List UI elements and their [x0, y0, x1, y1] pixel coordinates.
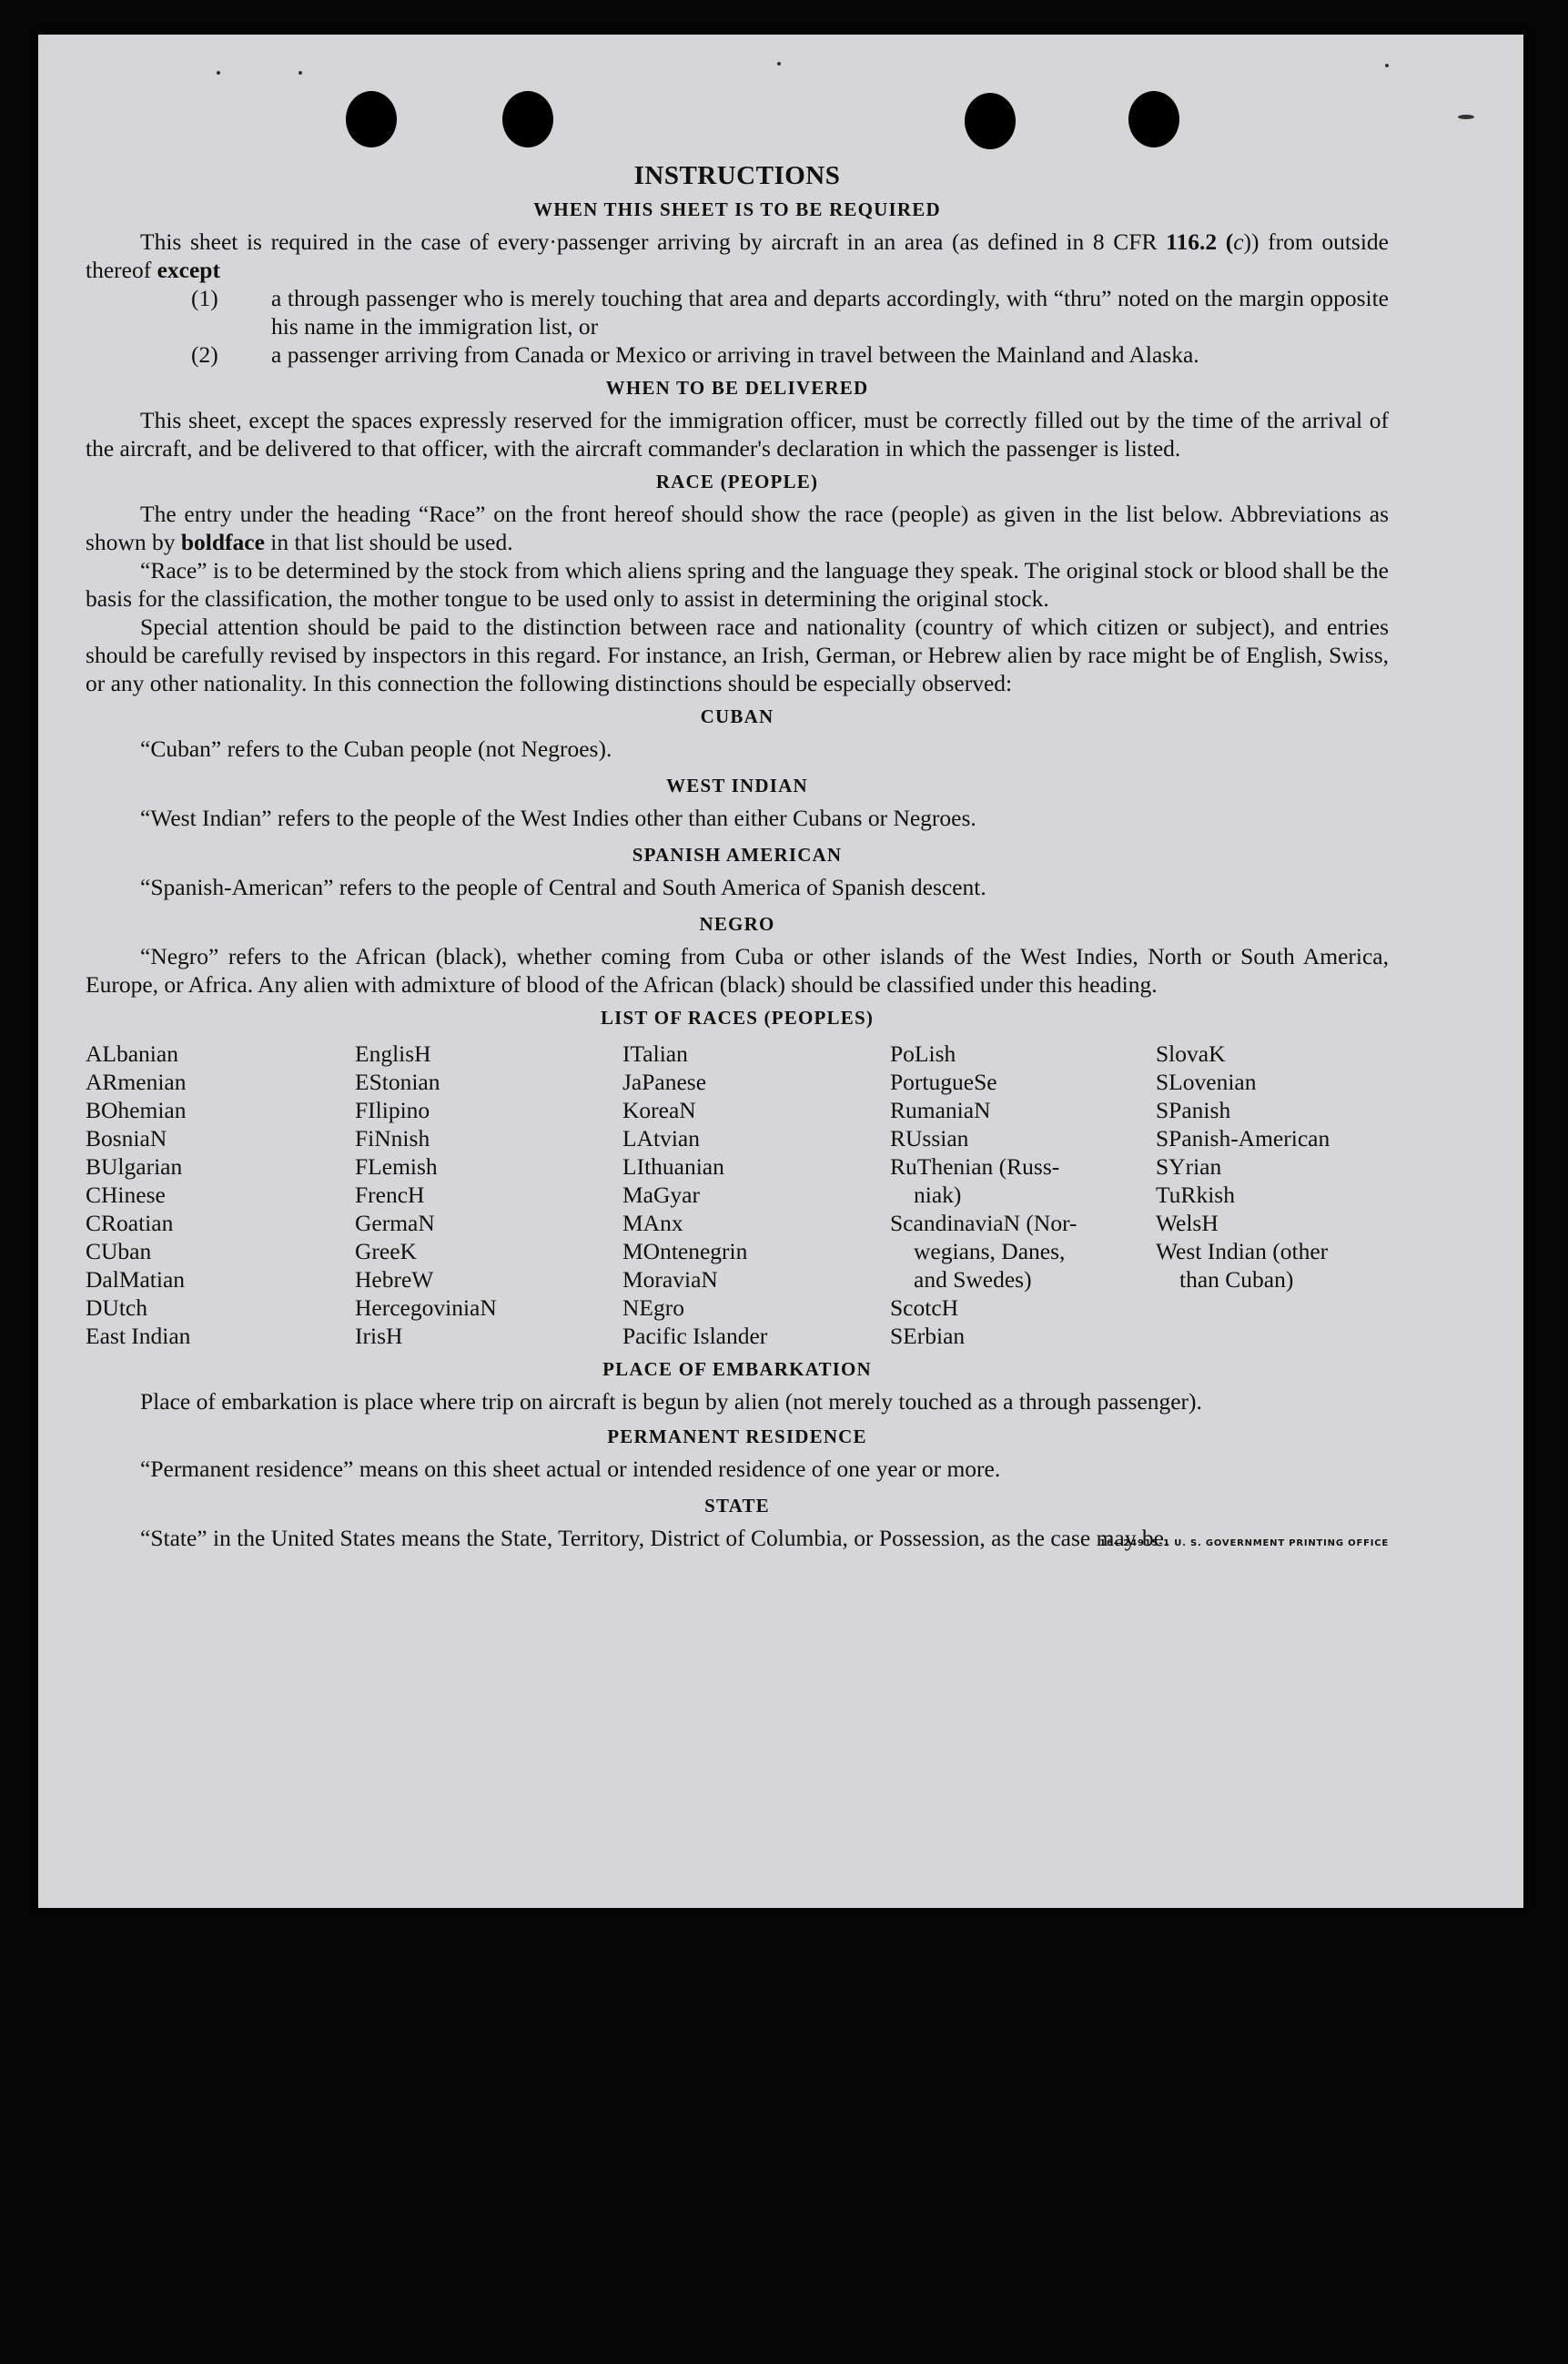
race-item: TuRkish	[1156, 1182, 1235, 1208]
printer-imprint: 16—24915-1 U. S. GOVERNMENT PRINTING OFFICE	[1099, 1538, 1389, 1548]
page-title: INSTRUCTIONS	[633, 161, 841, 190]
race-item: SYrian	[1156, 1153, 1222, 1180]
race-item: FIlipino	[355, 1097, 430, 1123]
race-item: JaPanese	[622, 1069, 707, 1095]
race-item: SlovaK	[1156, 1040, 1226, 1067]
race-item: ARmenian	[86, 1069, 187, 1095]
race-item: East Indian	[86, 1323, 191, 1349]
race-item: CUban	[86, 1238, 152, 1264]
race-item: ALbanian	[86, 1040, 178, 1067]
race-item: LAtvian	[622, 1125, 700, 1152]
paragraph: Special attention should be paid to the distinction between race and nationality (country of which citizen or subject), and entries should be carefully revised by inspectors in this regard. For instance, an Irish, German, or Hebrew alien by race might be of English, Swiss, or any other nationality. In this connection the following distinctions should be especially observed:	[86, 614, 1389, 696]
race-list	[86, 1040, 1389, 1350]
state-block	[86, 1524, 1389, 1552]
race-item: MOntenegrin	[622, 1238, 748, 1264]
race-item: MAnx	[622, 1210, 683, 1236]
race-item: LIthuanian	[622, 1153, 724, 1180]
list-item: (1) a through passenger who is merely touching that area and departs accordingly, with “thru” noted on the margin opposite his name in the immigration list, or	[191, 285, 1389, 340]
race-item: CHinese	[86, 1182, 166, 1208]
section-heading: WHEN THIS SHEET IS TO BE REQUIRED	[533, 198, 941, 220]
race-item: ScotcH	[890, 1294, 959, 1321]
speck	[298, 71, 302, 75]
race-column	[1156, 1040, 1389, 1350]
punch-hole	[502, 91, 553, 147]
race-item: RUssian	[890, 1125, 969, 1152]
section-heading: STATE	[704, 1495, 770, 1517]
race-item: BUlgarian	[86, 1153, 183, 1180]
section-heading: WEST INDIAN	[666, 775, 808, 796]
race-item: West Indian (other	[1156, 1238, 1329, 1264]
speck	[777, 62, 781, 66]
race-column	[890, 1040, 1156, 1350]
race-item: FrencH	[355, 1182, 425, 1208]
paragraph: “Permanent residence” means on this sheet actual or intended residence of one year or more.	[140, 1456, 1001, 1482]
race-item: SLovenian	[1156, 1069, 1257, 1095]
section-heading: NEGRO	[699, 913, 775, 935]
race-item: BosniaN	[86, 1125, 167, 1152]
race-column	[622, 1040, 890, 1350]
list-item: (2) a passenger arriving from Canada or Mexico or arriving in travel between the Mainland and Alaska.	[191, 341, 1199, 368]
punch-hole	[346, 91, 397, 147]
race-item: IrisH	[355, 1323, 403, 1349]
paragraph: “Cuban” refers to the Cuban people (not Negroes).	[140, 736, 612, 762]
instructions-content	[86, 162, 1389, 1552]
race-item: DUtch	[86, 1294, 147, 1321]
race-item: GermaN	[355, 1210, 435, 1236]
paragraph: “Negro” refers to the African (black), whether coming from Cuba or other islands of the West Indies, North or South America, Europe, or Africa. Any alien with admixture of blood of the African (black) should be classified under this heading.	[86, 943, 1389, 998]
race-item: WelsH	[1156, 1210, 1219, 1236]
race-item: RumaniaN	[890, 1097, 991, 1123]
race-item: EnglisH	[355, 1040, 431, 1067]
race-item: MoraviaN	[622, 1266, 718, 1293]
speck	[1385, 64, 1389, 67]
punch-hole	[965, 93, 1016, 149]
race-item: RuThenian (Russ-	[890, 1153, 1060, 1180]
race-item: ITalian	[622, 1040, 688, 1067]
race-column	[355, 1040, 622, 1350]
paragraph: Place of embarkation is place where trip on aircraft is begun by alien (not merely touched as a through passenger).	[140, 1388, 1202, 1415]
race-item: DalMatian	[86, 1266, 186, 1293]
race-item: niak)	[914, 1182, 962, 1208]
section-heading: CUBAN	[700, 705, 774, 727]
race-item: SErbian	[890, 1323, 966, 1349]
section-heading: PERMANENT RESIDENCE	[607, 1426, 867, 1447]
race-column	[86, 1040, 355, 1350]
paragraph: This sheet, except the spaces expressly reserved for the immigration officer, must be correctly filled out by the time of the arrival of the aircraft, and be delivered to that officer, with the aircraft commander's declaration in which the passenger is listed.	[86, 407, 1389, 462]
race-item: HercegoviniaN	[355, 1294, 497, 1321]
section-heading: LIST OF RACES (PEOPLES)	[600, 1007, 875, 1029]
race-item: ScandinaviaN (Nor-	[890, 1210, 1077, 1236]
race-item: CRoatian	[86, 1210, 174, 1236]
race-item: than Cuban)	[1179, 1266, 1294, 1293]
paragraph: “Race” is to be determined by the stock from which aliens spring and the language they speak. The original stock or blood shall be the basis for the classification, the mother tongue to be used only to assist in determining the original stock.	[86, 557, 1389, 612]
race-item: wegians, Danes,	[914, 1238, 1066, 1264]
section-heading: SPANISH AMERICAN	[632, 844, 843, 866]
paragraph: “Spanish-American” refers to the people of Central and South America of Spanish descent.	[140, 874, 986, 900]
race-item: KoreaN	[622, 1097, 696, 1123]
race-item: NEgro	[622, 1294, 684, 1321]
paragraph: “West Indian” refers to the people of the West Indies other than either Cubans or Negroes.	[140, 805, 976, 831]
race-item: SPanish	[1156, 1097, 1231, 1123]
document-sheet	[38, 35, 1523, 1908]
speck	[217, 71, 220, 75]
section-heading: RACE (PEOPLE)	[655, 471, 819, 492]
race-item: FLemish	[355, 1153, 438, 1180]
race-item: PortugueSe	[890, 1069, 997, 1095]
race-item: GreeK	[355, 1238, 417, 1264]
race-item: HebreW	[355, 1266, 434, 1293]
race-item: SPanish-American	[1156, 1125, 1330, 1152]
race-item: PoLish	[890, 1040, 956, 1067]
paragraph: “State” in the United States means the State, Territory, District of Columbia, or Possession, as the case may be.	[140, 1525, 1170, 1551]
race-item: and Swedes)	[914, 1266, 1032, 1293]
race-item: Pacific Islander	[622, 1323, 768, 1349]
paragraph: The entry under the heading “Race” on the front hereof should show the race (people) as given in the list below. Abbreviations as shown by boldface in that list should be used.	[86, 501, 1389, 555]
punch-hole	[1128, 91, 1179, 147]
race-item: FiNnish	[355, 1125, 430, 1152]
race-item: BOhemian	[86, 1097, 187, 1123]
mark	[1458, 115, 1474, 119]
section-heading: PLACE OF EMBARKATION	[602, 1358, 872, 1380]
race-item: EStonian	[355, 1069, 440, 1095]
paragraph: This sheet is required in the case of every·passenger arriving by aircraft in an area (as defined in 8 CFR 116.2 (c)) from outside thereof except	[86, 228, 1389, 283]
race-item: MaGyar	[622, 1182, 700, 1208]
section-heading: WHEN TO BE DELIVERED	[605, 377, 869, 399]
